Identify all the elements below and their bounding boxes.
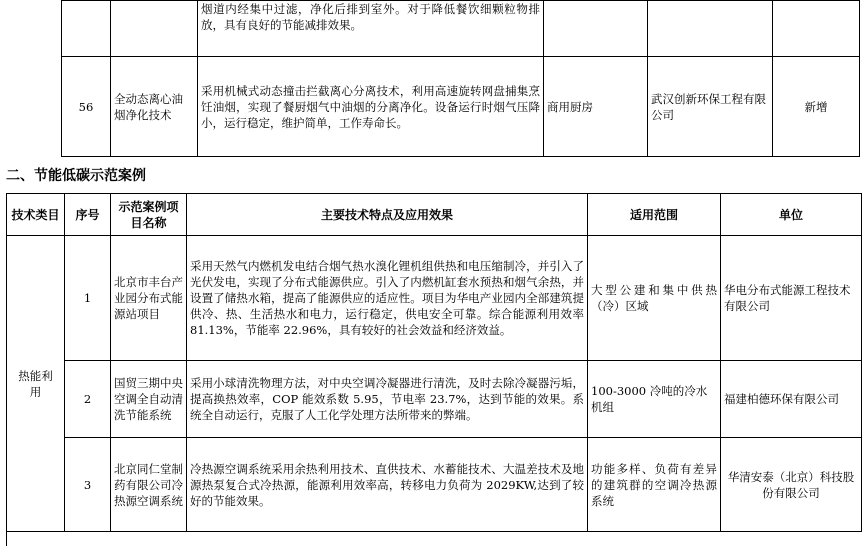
- table-header-row: [7, 194, 862, 236]
- application-scope: 100-3000 冷吨的冷水机组: [588, 361, 721, 438]
- header-category: 技术类目: [7, 194, 65, 236]
- header-scope: 适用范围: [588, 194, 721, 236]
- application-scope: 大型公建和集中供热（冷）区域: [588, 236, 721, 361]
- header-project-name: 示范案例项目名称: [111, 194, 187, 236]
- company: 华清安泰（北京）科技股份有限公司: [721, 438, 862, 532]
- table-row: [7, 438, 862, 532]
- table-row: [62, 1, 860, 57]
- company: 华电分布式能源工程技术有限公司: [721, 236, 862, 361]
- previous-section-table: [61, 0, 860, 157]
- company: 福建柏德环保有限公司: [721, 361, 862, 438]
- row-number: 1: [65, 236, 111, 361]
- project-name: 国贸三期中央空调全自动清洗节能系统: [111, 361, 187, 438]
- tech-name: 全动态离心油烟净化技术: [111, 57, 198, 157]
- table-continuation-rule: [6, 531, 7, 546]
- project-description: 冷热源空调系统采用余热利用技术、直供技术、水蓄能技术、大温差技术及地源热泵复合式冷热源，能源利用效率高，转移电力负荷为 2029KW,达到了较好的节能效果。: [187, 438, 588, 532]
- header-description: 主要技术特点及应用效果: [187, 194, 588, 236]
- project-description: 采用天然气内燃机发电结合烟气热水溴化锂机组供热和电压缩制冷，并引入了光伏发电，实现了分布式能源供应。引入了内燃机缸套水预热和烟气余热，并设置了储热水箱，提高了能源供应的适应性。项目为华电产业园内全部建筑提供冷、热、生活热水和电力，运行稳定，供电安全可靠。综合能源利用效率 81.13%，节能率 22.96%，具有较好的社会效益和经济效益。: [187, 236, 588, 361]
- demonstration-cases-table: [6, 193, 862, 532]
- company: [648, 1, 773, 57]
- table-row: [7, 361, 862, 438]
- table-row: [62, 57, 860, 157]
- tech-description: 采用机械式动态撞击拦截离心分离技术，利用高速旋转网盘捕集烹饪油烟，实现了餐厨烟气中油烟的分离净化。设备运行时烟气压降小，运行稳定，维护简单，工作寿命长。: [198, 57, 544, 157]
- row-number: 56: [62, 57, 111, 157]
- row-number: 3: [65, 438, 111, 532]
- header-number: 序号: [65, 194, 111, 236]
- tech-description: 烟道内经集中过滤，净化后排到室外。对于降低餐饮细颗粒物排放，具有良好的节能减排效果。: [198, 1, 544, 57]
- header-unit: 单位: [721, 194, 862, 236]
- table-row: [7, 236, 862, 361]
- tech-name: [111, 1, 198, 57]
- project-name: 北京同仁堂制药有限公司冷热源空调系统: [111, 438, 187, 532]
- status: [773, 1, 860, 57]
- project-name: 北京市丰台产业园分布式能源站项目: [111, 236, 187, 361]
- application-scope: 功能多样、负荷有差异的建筑群的空调冷热源系统: [588, 438, 721, 532]
- row-number: [62, 1, 111, 57]
- category-cell: 热能利用: [7, 236, 65, 532]
- project-description: 采用小球清洗物理方法，对中央空调冷凝器进行清洗，及时去除冷凝器污垢，提高换热效率，COP 能效系数 5.95，节电率 23.7%，达到节能的效果。系统全自动运行，克服了人工化学处理方法所带来的弊端。: [187, 361, 588, 438]
- application-scope: [544, 1, 648, 57]
- section-title: 二、节能低碳示范案例: [6, 168, 146, 184]
- application-scope: 商用厨房: [544, 57, 648, 157]
- status: 新增: [773, 57, 860, 157]
- company: 武汉创新环保工程有限公司: [648, 57, 773, 157]
- row-number: 2: [65, 361, 111, 438]
